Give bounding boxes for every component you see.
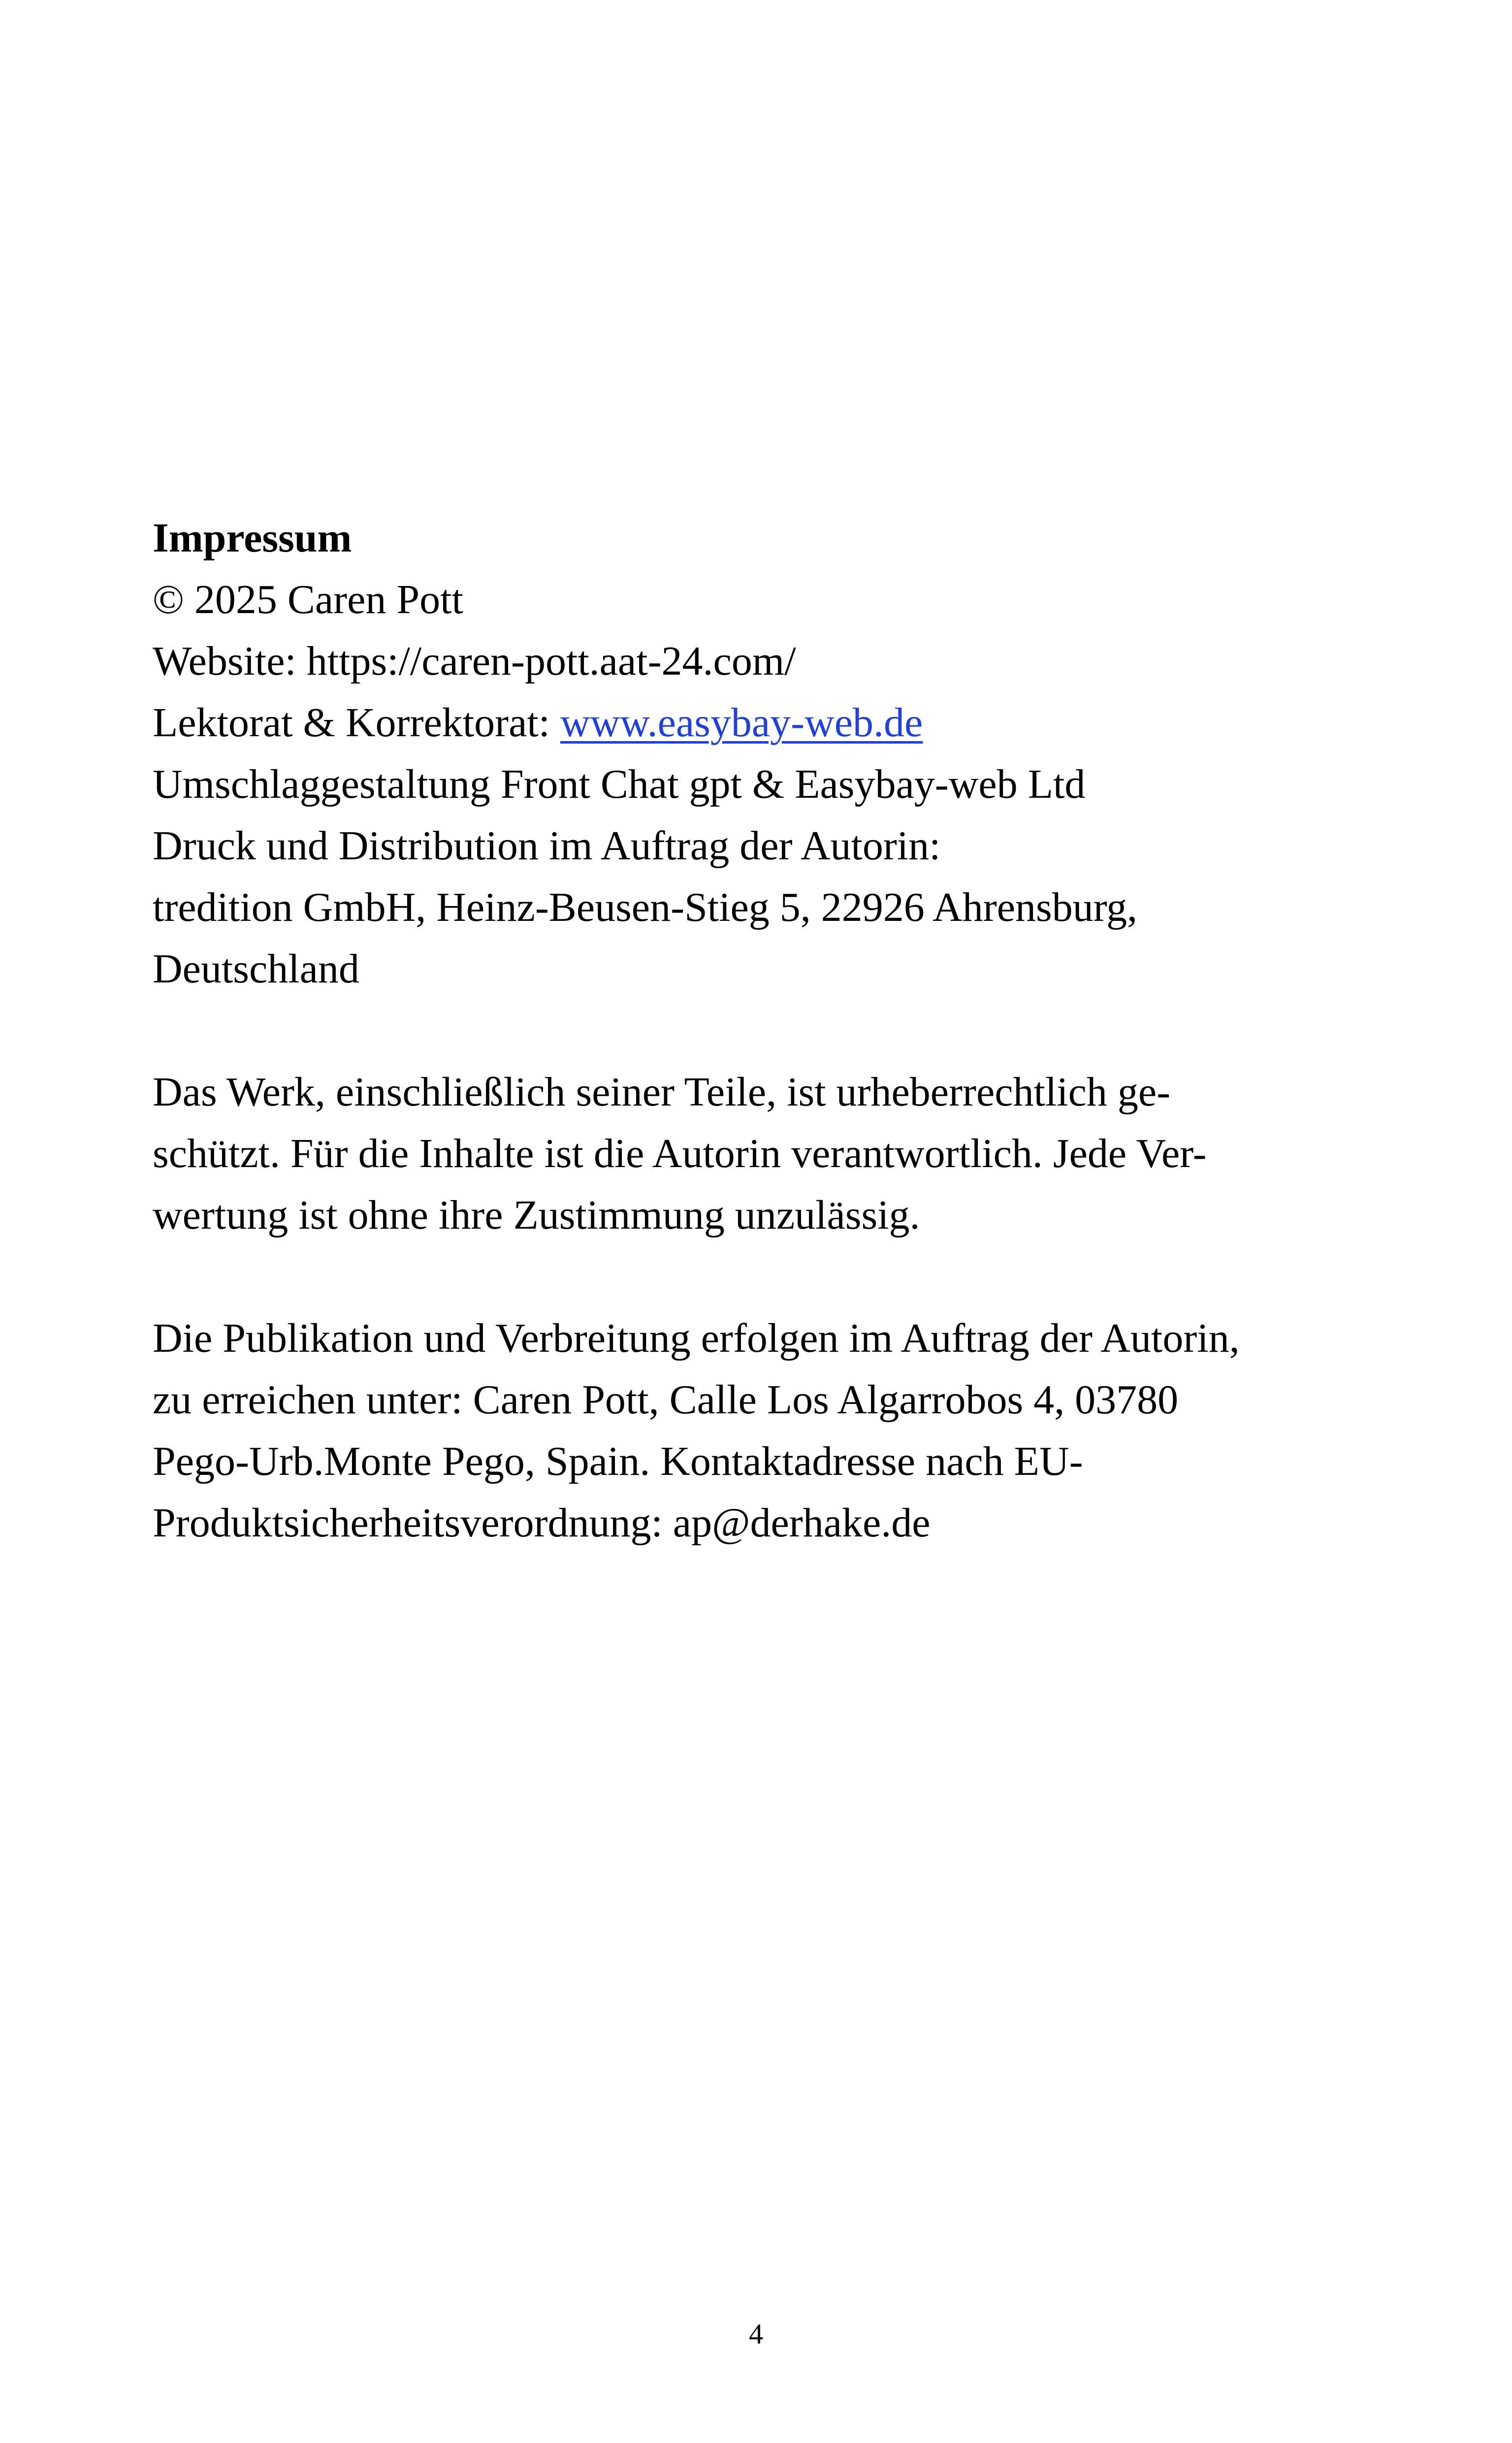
impressum-heading: Impressum <box>153 515 352 561</box>
copyright-notice-line: schützt. Für die Inhalte ist die Autorin verantwortlich. Jede Ver- <box>153 1131 1207 1176</box>
website-line: Website: https://caren-pott.aat-24.com/ <box>153 638 796 684</box>
copyright-notice-paragraph <box>153 1061 1359 1246</box>
distribution-line: Druck und Distribution im Auftrag der Autorin: <box>153 823 941 869</box>
publisher-address-line-1: tredition GmbH, Heinz-Beusen-Stieg 5, 22926 Ahrensburg, <box>153 884 1138 930</box>
copyright-line: © 2025 Caren Pott <box>153 577 463 622</box>
publication-notice-line: Die Publikation und Verbreitung erfolgen im Auftrag der Autorin, <box>153 1315 1240 1361</box>
publication-notice-line: zu erreichen unter: Caren Pott, Calle Los Algarrobos 4, 03780 <box>153 1377 1179 1423</box>
publication-notice-line: Produktsicherheitsverordnung: ap@derhake.de <box>153 1500 931 1546</box>
lektorat-label: Lektorat & Korrektorat: <box>153 700 561 746</box>
lektorat-link[interactable]: www.easybay-web.de <box>560 700 923 746</box>
cover-design-line: Umschlaggestaltung Front Chat gpt & Easybay-web Ltd <box>153 761 1086 807</box>
publisher-address-line-2: Deutschland <box>153 946 359 992</box>
impressum-text-block <box>153 507 1359 1554</box>
lektorat-line <box>153 692 1359 753</box>
page-number: 4 <box>749 2318 763 2350</box>
publication-notice-paragraph <box>153 1307 1359 1554</box>
copyright-notice-line: wertung ist ohne ihre Zustimmung unzulässig. <box>153 1192 920 1238</box>
copyright-notice-line: Das Werk, einschließlich seiner Teile, ist urheberrechtlich ge- <box>153 1069 1171 1115</box>
publication-notice-line: Pego-Urb.Monte Pego, Spain. Kontaktadresse nach EU- <box>153 1438 1083 1484</box>
